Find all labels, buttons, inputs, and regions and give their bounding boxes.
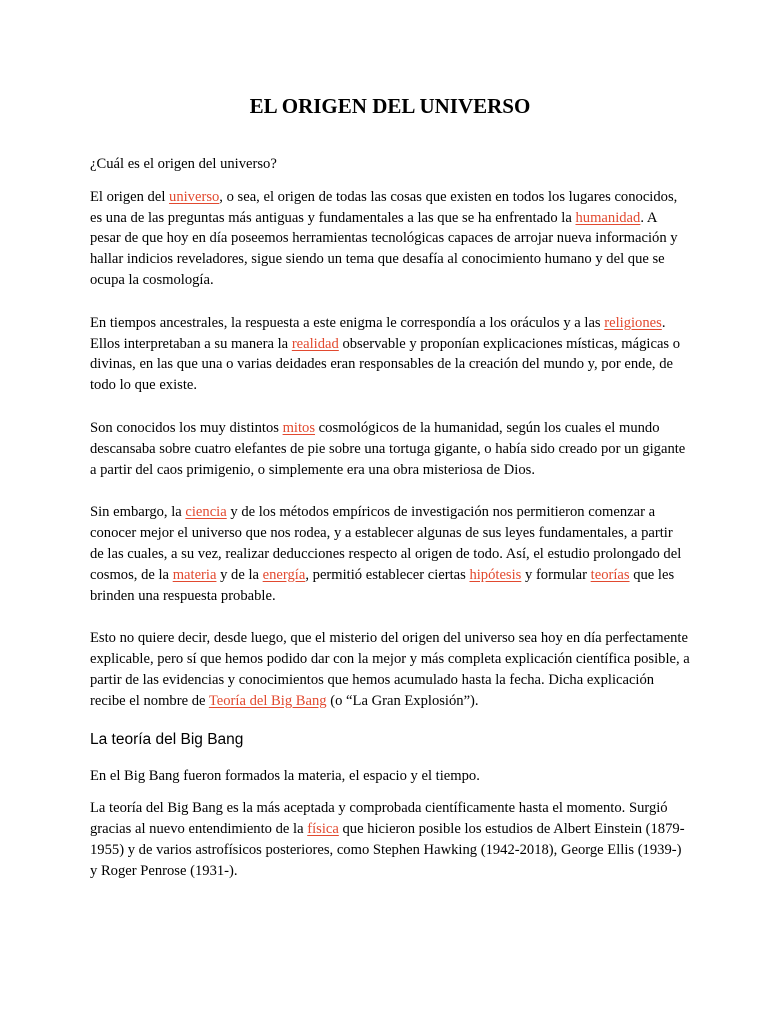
link-hipotesis[interactable]: hipótesis [469, 566, 522, 583]
document-title: EL ORIGEN DEL UNIVERSO [249, 94, 531, 118]
link-teorias[interactable]: teorías [590, 566, 630, 583]
link-energia[interactable]: energía [262, 566, 306, 583]
paragraph-text: cosmológicos de la humanidad, según los cuales el mundo descansaba sobre cuatro elefantes de pie sobre una tortuga gigante, o había sido creado por un gigante a partir del caos primigenio, o simplemente era una obra misteriosa de Dios. [90, 419, 686, 478]
link-fisica[interactable]: física [307, 821, 339, 838]
link-ciencia[interactable]: ciencia [185, 504, 227, 521]
link-religiones[interactable]: religiones [604, 314, 662, 331]
paragraph-text: y formular [521, 566, 591, 583]
paragraph-text: Esto no quiere decir, desde luego, que el misterio del origen del universo sea hoy en día perfectamente explicable, pero sí que hemos podido dar con la mejor y más completa explicación científica posible, a partir de las evidencias y conocimientos que hemos acumulado hasta la fecha. Dicha explicación recibe el nombre de [90, 630, 690, 709]
intro-question: ¿Cuál es el origen del universo? [90, 156, 277, 172]
paragraph-text: Son conocidos los muy distintos [90, 419, 283, 436]
paragraph-text: El origen del [90, 188, 170, 205]
paragraph-7 [90, 798, 690, 881]
paragraph-text: observable y proponían explicaciones místicas, mágicas o divinas, en las que una o varias deidades eran responsables de la creación del mundo y, por ende, de todo lo que existe. [90, 335, 681, 394]
paragraph-2 [90, 313, 690, 396]
paragraph-text: Sin embargo, la [90, 504, 186, 521]
paragraph-5 [90, 628, 690, 711]
paragraph-text: que hicieron posible los estudios de Albert Einstein (1879-1955) y de varios astrofísicos posteriores, como Stephen Hawking (1942-2018), George Ellis (1939-) y Roger Penrose (1931-). [90, 821, 685, 879]
paragraph-3 [90, 418, 690, 480]
paragraph-text: (o “La Gran Explosión”). [326, 692, 479, 709]
paragraph-text: , o sea, el origen de todas las cosas que existen en todos los lugares conocidos, es una de las preguntas más antiguas y fundamentales a las que se ha enfrentado la [90, 188, 678, 226]
link-humanidad[interactable]: humanidad [575, 209, 641, 226]
paragraph-text: . Ellos interpretaban a su manera la [90, 314, 666, 352]
link-materia[interactable]: materia [172, 566, 217, 583]
link-mitos[interactable]: mitos [282, 419, 316, 436]
link-teoria-big-bang[interactable]: Teoría del Big Bang [208, 692, 327, 709]
link-realidad[interactable]: realidad [291, 335, 339, 352]
document-page [90, 92, 690, 882]
paragraph-1 [90, 187, 690, 291]
paragraph-text: que les brinden una respuesta probable. [90, 566, 675, 604]
paragraph-text: . A pesar de que hoy en día poseemos herramientas tecnológicas capaces de arrojar nueva información y hallar indicios reveladores, sigue siendo un tema que desafía al conocimiento humano y del que se ocupa la cosmología. [90, 209, 678, 288]
paragraph-text: y de la [216, 566, 263, 583]
paragraph-4 [90, 502, 690, 606]
paragraph-text: y de los métodos empíricos de investigación nos permitieron comenzar a conocer mejor el universo que nos rodea, y a establecer algunas de sus leyes fundamentales, a partir de las cuales, a su vez, realizar deducciones respecto al origen de todo. Así, el estudio prolongado del cosmos, de la [90, 504, 682, 583]
section-heading: La teoría del Big Bang [90, 730, 244, 748]
paragraph-text: En tiempos ancestrales, la respuesta a este enigma le correspondía a los oráculos y a las [90, 314, 605, 331]
paragraph-6: En el Big Bang fueron formados la materia, el espacio y el tiempo. [90, 767, 480, 784]
paragraph-text: , permitió establecer ciertas [305, 566, 470, 583]
paragraph-text: La teoría del Big Bang es la más aceptada y comprobada científicamente hasta el momento. Surgió gracias al nuevo entendimiento de la [90, 800, 668, 838]
link-universo[interactable]: universo [169, 188, 220, 205]
